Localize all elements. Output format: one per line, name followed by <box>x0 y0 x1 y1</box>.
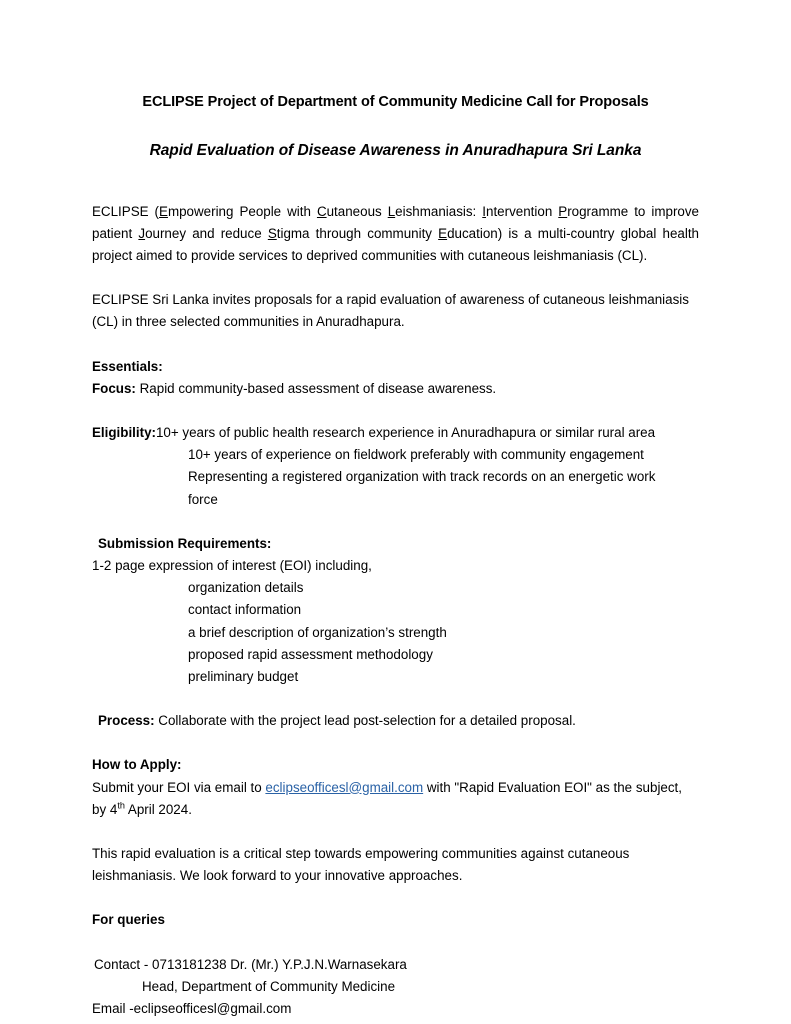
intro-paragraph <box>92 201 699 268</box>
intro-seg-4: eishmaniasis: <box>395 203 483 219</box>
spacer <box>92 161 699 201</box>
focus-text: Rapid community-based assessment of disease awareness. <box>135 380 497 396</box>
eligibility-first-text: 10+ years of public health research experience in Anuradhapura or similar rural area <box>155 424 656 440</box>
contact-position-line: Head, Department of Community Medicine <box>142 978 396 994</box>
intro-seg-2: mpowering People with <box>167 203 317 219</box>
how-to-apply-heading: How to Apply: <box>92 757 182 773</box>
spacer <box>92 932 699 954</box>
acronym-letter-s: S <box>267 225 277 241</box>
focus-line <box>92 378 699 400</box>
process-text: Collaborate with the project lead post-selection for a detailed proposal. <box>154 713 576 729</box>
intro-seg-5: ntervention <box>486 203 559 219</box>
how-to-apply-text <box>92 777 699 821</box>
intro-seg-6: rogramme to improve patient <box>92 203 699 241</box>
acronym-letter-l: L <box>387 203 396 219</box>
submission-item: proposed rapid assessment methodology <box>188 646 433 662</box>
apply-text-after: with "Rapid Evaluation EOI" as the subject, by 4 <box>92 779 682 817</box>
for-queries-heading: For queries <box>92 912 165 928</box>
apply-text-end: April 2024. <box>124 801 192 817</box>
spacer <box>92 688 699 710</box>
spacer <box>92 511 699 533</box>
email-link[interactable]: eclipseofficesl@gmail.com <box>265 779 424 795</box>
page-title: ECLIPSE Project of Department of Community Medicine Call for Proposals <box>142 94 649 110</box>
spacer <box>92 400 699 422</box>
eligibility-item: 10+ years of experience on fieldwork preferably with community engagement <box>188 447 644 463</box>
closing-paragraph: This rapid evaluation is a critical step towards empowering communities against cutaneous leishmaniasis. We look forward to your innovative approaches. <box>92 845 630 884</box>
spacer <box>92 267 699 289</box>
spacer <box>92 887 699 909</box>
essentials-heading: Essentials: <box>92 358 163 374</box>
spacer <box>92 732 699 754</box>
submission-item: contact information <box>188 602 302 618</box>
date-superscript: th <box>117 800 125 811</box>
acronym-letter-c: C <box>316 203 327 219</box>
apply-text-before: Submit your EOI via email to <box>92 779 266 795</box>
submission-heading: Submission Requirements: <box>98 535 272 551</box>
intro-seg-8: tigma through community <box>276 225 439 241</box>
intro-seg-3: utaneous <box>326 203 388 219</box>
document-content <box>92 0 699 1020</box>
acronym-letter-i: I <box>482 203 487 219</box>
contact-email-line: Email -eclipseofficesl@gmail.com <box>92 1000 292 1016</box>
contact-person-line: Contact - 0713181238 Dr. (Mr.) Y.P.J.N.Warnasekara <box>94 956 407 972</box>
acronym-letter-e2: E <box>438 225 448 241</box>
eligibility-first-line <box>92 422 699 444</box>
eligibility-label: Eligibility: <box>92 424 156 440</box>
acronym-letter-e1: E <box>159 203 168 219</box>
acronym-letter-p: P <box>558 203 568 219</box>
intro-seg-9: ducation) is a multi-country global health project aimed to provide services to deprived communities with cutaneous leishmaniasis (CL). <box>92 225 699 263</box>
spacer <box>92 821 699 843</box>
page-subtitle: Rapid Evaluation of Disease Awareness in Anuradhapura Sri Lanka <box>149 142 642 160</box>
intro-seg-1: ECLIPSE ( <box>92 203 160 219</box>
intro-seg-7: ourney and reduce <box>145 225 268 241</box>
submission-intro: 1-2 page expression of interest (EOI) including, <box>92 557 372 573</box>
submission-item: preliminary budget <box>188 668 299 684</box>
spacer <box>92 334 699 356</box>
eligibility-item: force <box>188 491 218 507</box>
submission-item: a brief description of organization’s strength <box>188 624 447 640</box>
eligibility-item: Representing a registered organization with track records on an energetic work <box>188 469 656 485</box>
focus-label: Focus: <box>92 380 136 396</box>
submission-item: organization details <box>188 580 304 596</box>
invitation-paragraph: ECLIPSE Sri Lanka invites proposals for a rapid evaluation of awareness of cutaneous leishmaniasis (CL) in three selected communities in Anuradhapura. <box>92 292 689 330</box>
process-label: Process: <box>98 713 155 729</box>
acronym-letter-j: J <box>138 225 146 241</box>
process-line <box>92 710 699 732</box>
